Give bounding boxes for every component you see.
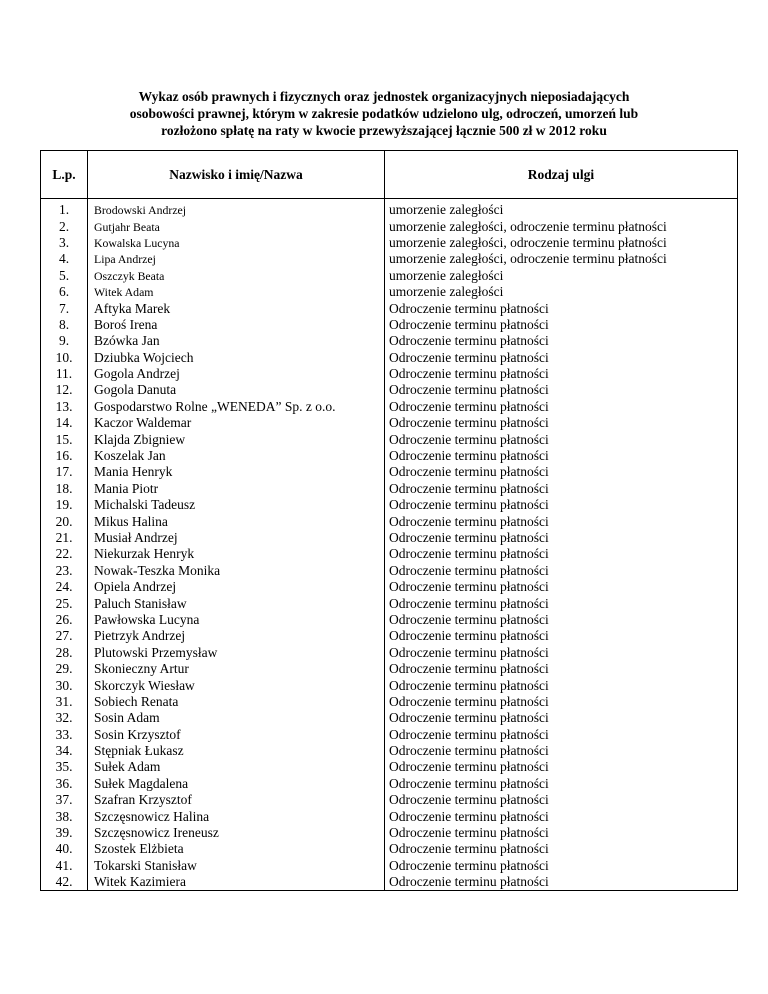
row-name: Gogola Danuta xyxy=(88,382,385,398)
table-row xyxy=(41,645,738,661)
row-number: 25. xyxy=(41,595,88,611)
row-number: 8. xyxy=(41,317,88,333)
row-number: 21. xyxy=(41,530,88,546)
table-row xyxy=(41,874,738,891)
row-relief-kind: Odroczenie terminu płatności xyxy=(385,546,738,562)
row-relief-kind: Odroczenie terminu płatności xyxy=(385,399,738,415)
table-row xyxy=(41,199,738,219)
row-number: 2. xyxy=(41,218,88,234)
row-relief-kind: umorzenie zaległości, odroczenie terminu płatności xyxy=(385,251,738,267)
table-row xyxy=(41,727,738,743)
table-row xyxy=(41,579,738,595)
row-relief-kind: Odroczenie terminu płatności xyxy=(385,874,738,891)
row-relief-kind: Odroczenie terminu płatności xyxy=(385,579,738,595)
row-number: 34. xyxy=(41,743,88,759)
row-relief-kind: Odroczenie terminu płatności xyxy=(385,464,738,480)
row-number: 42. xyxy=(41,874,88,891)
table-row xyxy=(41,694,738,710)
row-number: 15. xyxy=(41,431,88,447)
table-body xyxy=(41,199,738,891)
table-row xyxy=(41,235,738,251)
row-relief-kind: Odroczenie terminu płatności xyxy=(385,792,738,808)
table-row xyxy=(41,218,738,234)
row-name: Nowak-Teszka Monika xyxy=(88,563,385,579)
row-number: 4. xyxy=(41,251,88,267)
row-name: Sosin Krzysztof xyxy=(88,727,385,743)
row-number: 6. xyxy=(41,284,88,300)
row-name: Musiał Andrzej xyxy=(88,530,385,546)
row-number: 11. xyxy=(41,366,88,382)
row-number: 38. xyxy=(41,808,88,824)
table-row xyxy=(41,710,738,726)
header-lp: L.p. xyxy=(41,151,88,199)
row-number: 12. xyxy=(41,382,88,398)
row-name: Gospodarstwo Rolne „WENEDA” Sp. z o.o. xyxy=(88,399,385,415)
table-row xyxy=(41,743,738,759)
row-name: Niekurzak Henryk xyxy=(88,546,385,562)
row-name: Paluch Stanisław xyxy=(88,595,385,611)
table-row xyxy=(41,530,738,546)
row-name: Mikus Halina xyxy=(88,513,385,529)
row-name: Brodowski Andrzej xyxy=(88,199,385,219)
title-line: osobowości prawnej, którym w zakresie podatków udzielono ulg, odroczeń, umorzeń lub xyxy=(129,106,639,121)
row-name: Kowalska Lucyna xyxy=(88,235,385,251)
row-relief-kind: Odroczenie terminu płatności xyxy=(385,530,738,546)
table-row xyxy=(41,431,738,447)
row-relief-kind: Odroczenie terminu płatności xyxy=(385,448,738,464)
table-row xyxy=(41,825,738,841)
row-relief-kind: Odroczenie terminu płatności xyxy=(385,808,738,824)
row-number: 18. xyxy=(41,481,88,497)
header-kind: Rodzaj ulgi xyxy=(385,151,738,199)
row-relief-kind: Odroczenie terminu płatności xyxy=(385,825,738,841)
row-relief-kind: Odroczenie terminu płatności xyxy=(385,595,738,611)
row-name: Boroś Irena xyxy=(88,317,385,333)
row-relief-kind: Odroczenie terminu płatności xyxy=(385,563,738,579)
row-relief-kind: Odroczenie terminu płatności xyxy=(385,743,738,759)
title-line: Wykaz osób prawnych i fizycznych oraz jednostek organizacyjnych nieposiadających xyxy=(138,89,630,104)
row-number: 22. xyxy=(41,546,88,562)
row-number: 31. xyxy=(41,694,88,710)
row-relief-kind: Odroczenie terminu płatności xyxy=(385,677,738,693)
row-number: 13. xyxy=(41,399,88,415)
row-number: 23. xyxy=(41,563,88,579)
table-row xyxy=(41,268,738,284)
table-row xyxy=(41,661,738,677)
row-relief-kind: umorzenie zaległości, odroczenie terminu płatności xyxy=(385,235,738,251)
table-row xyxy=(41,317,738,333)
row-name: Sobiech Renata xyxy=(88,694,385,710)
row-name: Gutjahr Beata xyxy=(88,218,385,234)
row-name: Sułek Adam xyxy=(88,759,385,775)
table-row xyxy=(41,808,738,824)
table-row xyxy=(41,513,738,529)
row-name: Pawłowska Lucyna xyxy=(88,612,385,628)
table-row xyxy=(41,300,738,316)
row-name: Witek Adam xyxy=(88,284,385,300)
row-relief-kind: umorzenie zaległości xyxy=(385,268,738,284)
row-name: Witek Kazimiera xyxy=(88,874,385,891)
row-name: Szczęsnowicz Halina xyxy=(88,808,385,824)
row-name: Lipa Andrzej xyxy=(88,251,385,267)
row-number: 27. xyxy=(41,628,88,644)
row-number: 29. xyxy=(41,661,88,677)
row-number: 36. xyxy=(41,776,88,792)
row-relief-kind: Odroczenie terminu płatności xyxy=(385,759,738,775)
row-number: 20. xyxy=(41,513,88,529)
row-relief-kind: umorzenie zaległości xyxy=(385,284,738,300)
row-number: 39. xyxy=(41,825,88,841)
row-relief-kind: umorzenie zaległości, odroczenie terminu płatności xyxy=(385,218,738,234)
row-number: 5. xyxy=(41,268,88,284)
row-relief-kind: Odroczenie terminu płatności xyxy=(385,694,738,710)
header-name: Nazwisko i imię/Nazwa xyxy=(88,151,385,199)
row-number: 30. xyxy=(41,677,88,693)
table-row xyxy=(41,612,738,628)
row-number: 28. xyxy=(41,645,88,661)
table-row xyxy=(41,350,738,366)
row-relief-kind: Odroczenie terminu płatności xyxy=(385,300,738,316)
row-relief-kind: Odroczenie terminu płatności xyxy=(385,317,738,333)
row-number: 17. xyxy=(41,464,88,480)
row-name: Skonieczny Artur xyxy=(88,661,385,677)
table-row xyxy=(41,595,738,611)
row-number: 19. xyxy=(41,497,88,513)
row-name: Dziubka Wojciech xyxy=(88,350,385,366)
row-number: 24. xyxy=(41,579,88,595)
row-number: 16. xyxy=(41,448,88,464)
row-name: Sosin Adam xyxy=(88,710,385,726)
row-name: Szostek Elżbieta xyxy=(88,841,385,857)
table-row xyxy=(41,628,738,644)
row-relief-kind: Odroczenie terminu płatności xyxy=(385,710,738,726)
row-name: Pietrzyk Andrzej xyxy=(88,628,385,644)
row-relief-kind: Odroczenie terminu płatności xyxy=(385,350,738,366)
row-name: Oszczyk Beata xyxy=(88,268,385,284)
table-row xyxy=(41,399,738,415)
table-row xyxy=(41,759,738,775)
row-relief-kind: Odroczenie terminu płatności xyxy=(385,858,738,874)
row-number: 41. xyxy=(41,858,88,874)
row-name: Bzówka Jan xyxy=(88,333,385,349)
row-name: Michalski Tadeusz xyxy=(88,497,385,513)
row-name: Plutowski Przemysław xyxy=(88,645,385,661)
table-header-row xyxy=(41,151,738,199)
row-number: 40. xyxy=(41,841,88,857)
row-number: 14. xyxy=(41,415,88,431)
row-name: Sułek Magdalena xyxy=(88,776,385,792)
row-relief-kind: Odroczenie terminu płatności xyxy=(385,366,738,382)
row-relief-kind: umorzenie zaległości xyxy=(385,199,738,219)
row-number: 3. xyxy=(41,235,88,251)
row-relief-kind: Odroczenie terminu płatności xyxy=(385,431,738,447)
table-row xyxy=(41,415,738,431)
row-name: Szczęsnowicz Ireneusz xyxy=(88,825,385,841)
row-name: Klajda Zbigniew xyxy=(88,431,385,447)
row-name: Mania Piotr xyxy=(88,481,385,497)
row-name: Mania Henryk xyxy=(88,464,385,480)
table-row xyxy=(41,251,738,267)
row-name: Koszelak Jan xyxy=(88,448,385,464)
table-row xyxy=(41,677,738,693)
row-name: Szafran Krzysztof xyxy=(88,792,385,808)
table-row xyxy=(41,366,738,382)
row-relief-kind: Odroczenie terminu płatności xyxy=(385,841,738,857)
row-number: 10. xyxy=(41,350,88,366)
table-row xyxy=(41,841,738,857)
relief-table xyxy=(40,150,738,891)
row-number: 1. xyxy=(41,199,88,219)
row-number: 9. xyxy=(41,333,88,349)
row-number: 32. xyxy=(41,710,88,726)
row-name: Kaczor Waldemar xyxy=(88,415,385,431)
row-relief-kind: Odroczenie terminu płatności xyxy=(385,776,738,792)
row-relief-kind: Odroczenie terminu płatności xyxy=(385,661,738,677)
row-number: 37. xyxy=(41,792,88,808)
table-row xyxy=(41,481,738,497)
row-number: 26. xyxy=(41,612,88,628)
row-relief-kind: Odroczenie terminu płatności xyxy=(385,513,738,529)
table-row xyxy=(41,464,738,480)
row-relief-kind: Odroczenie terminu płatności xyxy=(385,333,738,349)
table-row xyxy=(41,497,738,513)
title-line: rozłożono spłatę na raty w kwocie przewyższającej łącznie 500 zł w 2012 roku xyxy=(161,123,607,138)
row-relief-kind: Odroczenie terminu płatności xyxy=(385,415,738,431)
table-row xyxy=(41,792,738,808)
row-name: Aftyka Marek xyxy=(88,300,385,316)
document-title xyxy=(60,88,708,139)
row-name: Opiela Andrzej xyxy=(88,579,385,595)
row-relief-kind: Odroczenie terminu płatności xyxy=(385,382,738,398)
table-row xyxy=(41,858,738,874)
row-relief-kind: Odroczenie terminu płatności xyxy=(385,628,738,644)
table-row xyxy=(41,563,738,579)
table-row xyxy=(41,546,738,562)
row-relief-kind: Odroczenie terminu płatności xyxy=(385,481,738,497)
table-row xyxy=(41,776,738,792)
row-name: Stępniak Łukasz xyxy=(88,743,385,759)
row-name: Gogola Andrzej xyxy=(88,366,385,382)
table-row xyxy=(41,382,738,398)
row-number: 35. xyxy=(41,759,88,775)
row-number: 33. xyxy=(41,727,88,743)
row-relief-kind: Odroczenie terminu płatności xyxy=(385,727,738,743)
row-relief-kind: Odroczenie terminu płatności xyxy=(385,497,738,513)
row-relief-kind: Odroczenie terminu płatności xyxy=(385,612,738,628)
table-row xyxy=(41,448,738,464)
table-row xyxy=(41,333,738,349)
row-name: Tokarski Stanisław xyxy=(88,858,385,874)
table-row xyxy=(41,284,738,300)
row-number: 7. xyxy=(41,300,88,316)
row-relief-kind: Odroczenie terminu płatności xyxy=(385,645,738,661)
row-name: Skorczyk Wiesław xyxy=(88,677,385,693)
